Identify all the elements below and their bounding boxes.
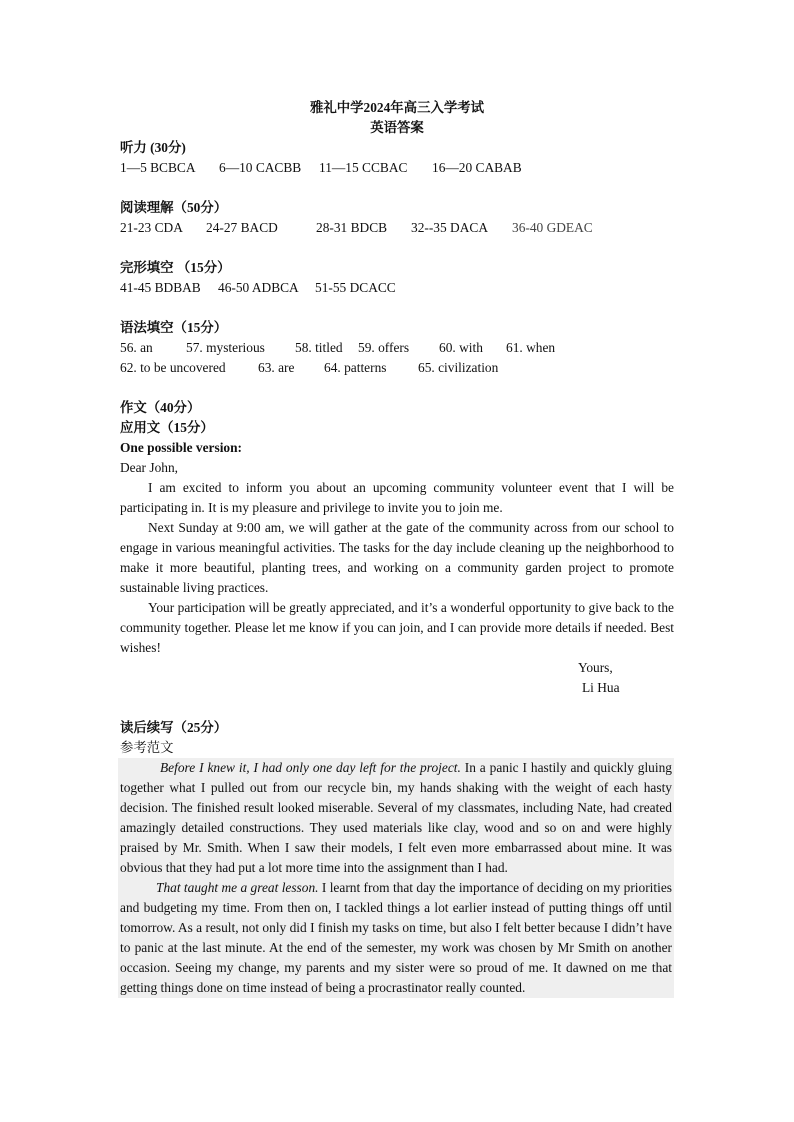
essay-paragraph-2	[120, 878, 672, 998]
answer-group: 46-50 ADBCA	[218, 280, 299, 295]
grammar-answer: 56. an	[120, 340, 153, 355]
answer-group: 6—10 CACBB	[219, 160, 302, 175]
answer-group: 11—15 CCBAC	[319, 160, 408, 175]
version-label: One possible version:	[120, 440, 243, 455]
grammar-answer: 61. when	[506, 340, 556, 355]
grammar-answer: 60. with	[439, 340, 483, 355]
answer-group: 41-45 BDBAB	[120, 280, 201, 295]
essay-body: I learnt from that day the importance of deciding on my priorities and budgeting my time. From then on, I tackled things a lot earlier instead of putting things off until tomorrow. As a result, not only did I finish my tasks on time, but also I felt better because I didn’t have to panic at the last minute. At the end of the semester, my work was chosen by Mr Smith on another occasion. Seeing my change, my parents and my sister were so proud of me. It dawned on me that getting things done on time instead of being a procrastinator really counted.	[120, 880, 672, 995]
letter-salutation: Dear John,	[120, 460, 179, 475]
answer-group: 32--35 DACA	[411, 220, 488, 235]
cloze-answers	[120, 278, 674, 298]
letter-paragraph: I am excited to inform you about an upcoming community volunteer event that I will be participating in. It is my pleasure and privilege to invite you to join me.	[120, 480, 674, 515]
listening-answers	[120, 158, 674, 178]
essay-paragraph-1	[120, 758, 672, 878]
cloze-heading: 完形填空 （15分）	[120, 260, 231, 275]
sample-letter	[120, 458, 674, 698]
reading-heading: 阅读理解（50分）	[120, 200, 228, 215]
listening-heading: 听力 (30分)	[120, 140, 186, 155]
grammar-answers-row2	[120, 358, 674, 378]
grammar-answer: 64. patterns	[324, 360, 387, 375]
essay-body: In a panic I hastily and quickly gluing together what I pulled out from our recycle bin, my hands shaking with the weight of each hasty decision. The finished result looked miserable. Several of my classmates, including Nate, had created amazingly detailed constructions. They used materials like clay, wood and so on and were highly praised by Mr. Smith. When I saw their models, I felt even more embarrassed about mine. It was obvious that they had put a lot more time into the assignment than I had.	[120, 760, 672, 875]
answer-group: 51-55 DCACC	[315, 280, 396, 295]
essay-lead-sentence: That taught me a great lesson.	[156, 880, 319, 895]
answer-group: 24-27 BACD	[206, 220, 278, 235]
exam-subtitle: 英语答案	[370, 120, 424, 135]
answer-group: 21-23 CDA	[120, 220, 183, 235]
sample-essay-label: 参考范文	[120, 740, 174, 755]
letter-closing: Yours,	[578, 660, 613, 675]
grammar-answer: 63. are	[258, 360, 295, 375]
answer-group: 1—5 BCBCA	[120, 160, 196, 175]
letter-paragraph: Your participation will be greatly appreciated, and it’s a wonderful opportunity to give back to the community together. Please let me know if you can join, and I can provide more details if needed. Best wishes!	[120, 600, 674, 655]
sample-essay	[118, 758, 674, 998]
answer-group: 36-40 GDEAC	[512, 220, 593, 235]
essay-lead-sentence: Before I knew it, I had only one day left for the project.	[160, 760, 461, 775]
letter-paragraph: Next Sunday at 9:00 am, we will gather at the gate of the community across from our school to engage in various meaningful activities. The tasks for the day include cleaning up the neighborhood to make it more beautiful, planting trees, and working on a community garden project to promote sustainable living practices.	[120, 520, 674, 595]
grammar-answer: 57. mysterious	[186, 340, 265, 355]
applied-writing-heading: 应用文（15分）	[120, 420, 214, 435]
continuation-heading: 读后续写（25分）	[120, 720, 228, 735]
writing-heading: 作文（40分）	[120, 400, 201, 415]
grammar-answer: 59. offers	[358, 340, 410, 355]
exam-title: 雅礼中学2024年高三入学考试	[309, 100, 485, 115]
grammar-answer: 62. to be uncovered	[120, 360, 226, 375]
letter-signature: Li Hua	[582, 680, 620, 695]
grammar-answers-row1	[120, 338, 674, 358]
answer-sheet	[120, 98, 674, 998]
answer-group: 16—20 CABAB	[432, 160, 522, 175]
grammar-answer: 58. titled	[295, 340, 343, 355]
grammar-answer: 65. civilization	[418, 360, 499, 375]
answer-group: 28-31 BDCB	[316, 220, 388, 235]
reading-answers	[120, 218, 674, 238]
grammar-heading: 语法填空（15分）	[120, 320, 228, 335]
